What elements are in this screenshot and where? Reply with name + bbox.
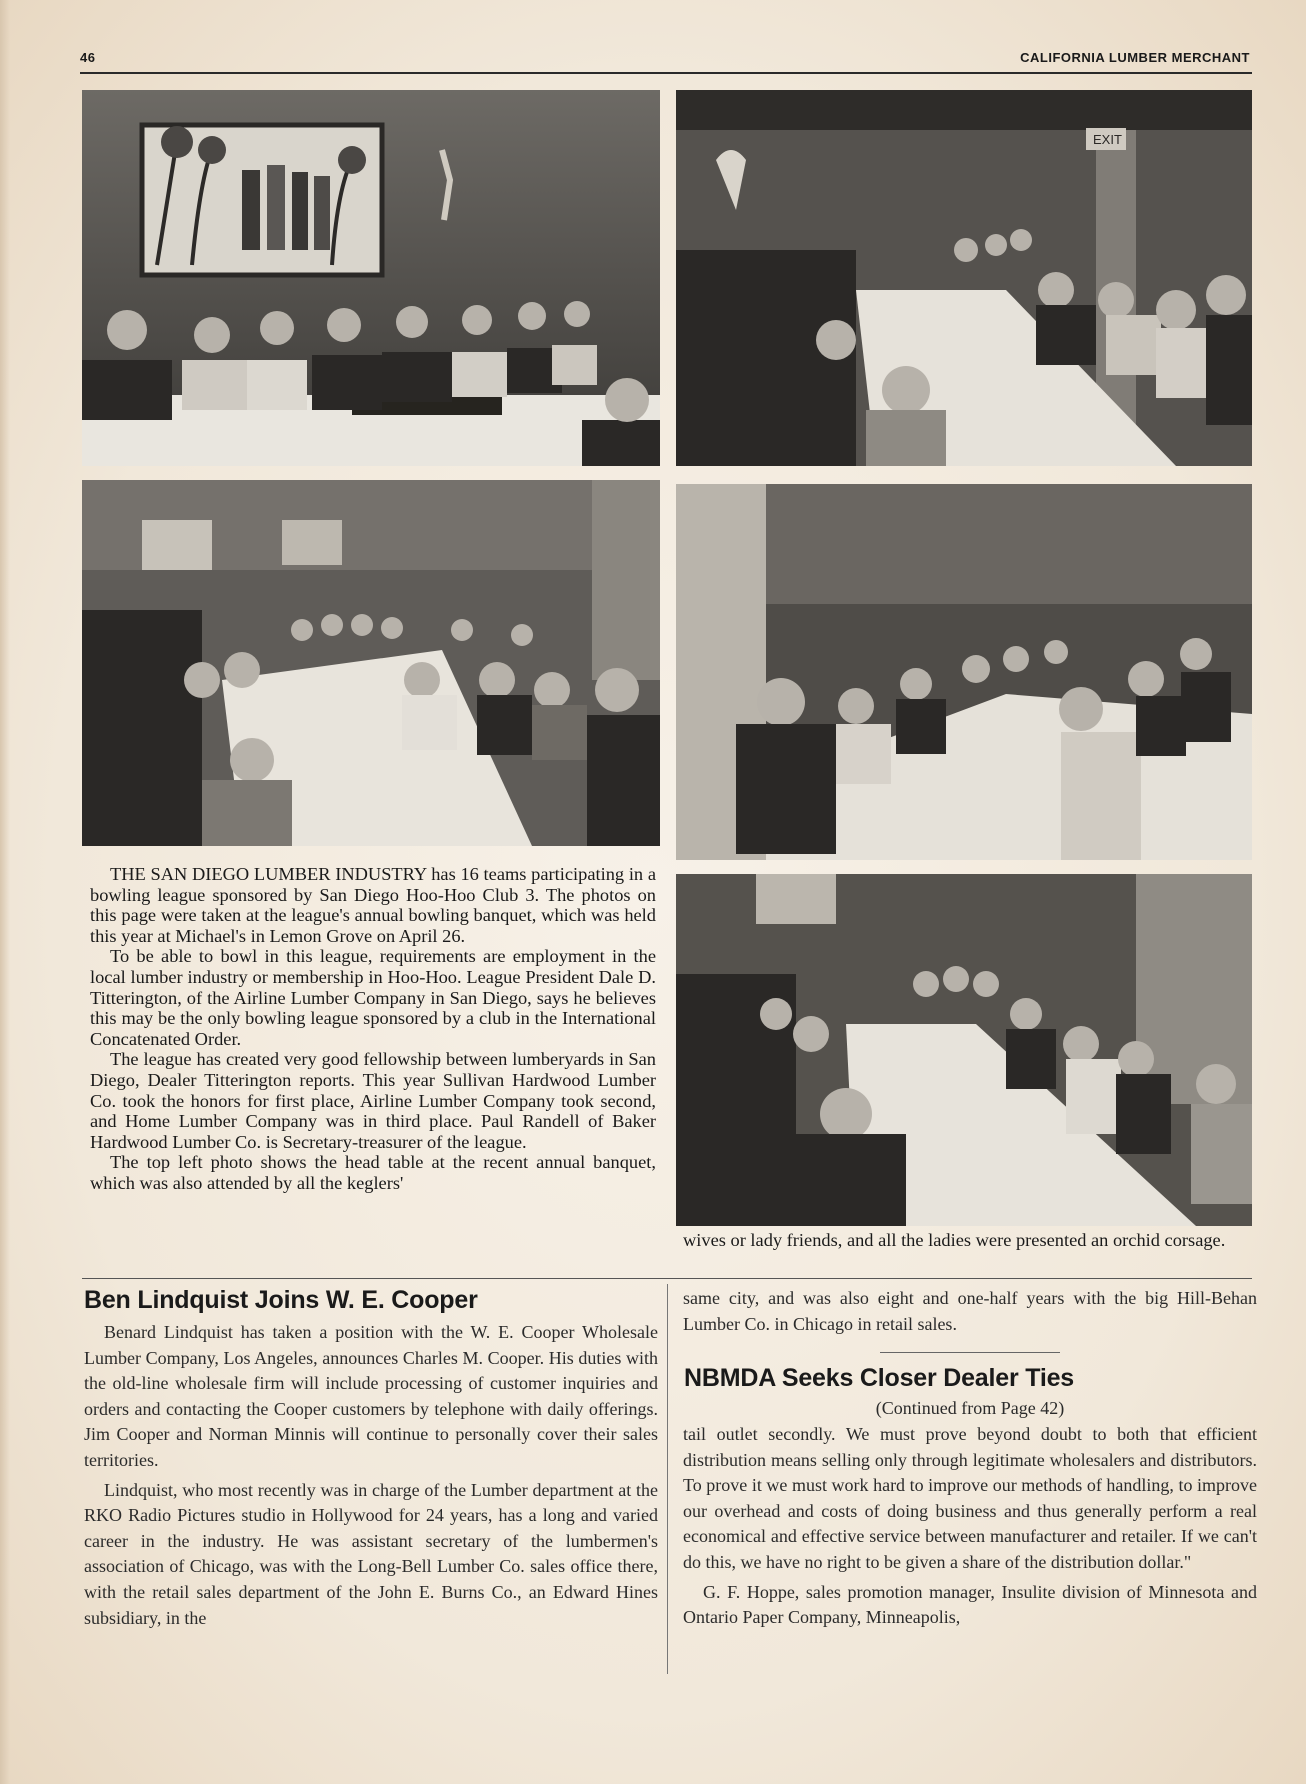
- photo-banquet-table-bottom: [676, 874, 1252, 1226]
- article-body-lindquist: [84, 1320, 658, 1631]
- article-body-nbmda: [683, 1422, 1257, 1631]
- publication-name: CALIFORNIA LUMBER MERCHANT: [1020, 50, 1250, 65]
- article-paragraph: G. F. Hoppe, sales promotion manager, Insulite division of Minnesota and Ontario Paper Company, Minneapolis,: [683, 1581, 1257, 1628]
- article-paragraph: same city, and was also eight and one-half years with the big Hill-Behan Lumber Co. in Chicago in retail sales.: [683, 1288, 1257, 1334]
- photo-banquet-table-right: [676, 484, 1252, 860]
- article-paragraph: tail outlet secondly. We must prove beyond doubt to both that efficient distribution means selling only through legitimate wholesalers and distributors. To prove it we must work hard to improve our methods of handling, to improve our overhead and costs of doing business and thus generally perform a real economical and effective service between manufacturer and retailer. If we can't do this, we have no right to be given a share of the distribution dollar.": [683, 1424, 1257, 1572]
- article-paragraph: Lindquist, who most recently was in charge of the Lumber department at the RKO Radio Pictures studio in Hollywood for 24 years, has a long and varied career in the industry. He was assistant secretary of the lumbermen's association of Chicago, was with the Long-Bell Lumber Co. sales office there, with the retail sales department of the John E. Burns Co., an Edward Hines subsidiary, in the: [84, 1479, 658, 1628]
- article-paragraph: Benard Lindquist has taken a position with the W. E. Cooper Wholesale Lumber Company, Los Angeles, announces Charles M. Cooper. His duties with the old-line wholesale firm will include processing of customer inquiries and orders and contacting the Cooper customers by telephone with daily offerings. Jim Cooper and Norman Minnis will continue to personally cover their sales territories.: [84, 1322, 658, 1470]
- caption-paragraph: The league has created very good fellowship between lumberyards in San Diego, Dealer Titterington reports. This year Sullivan Hardwood Lumber Co. took the honors for first place, Airline Lumber Company took second, and Home Lumber Company was in third place. Paul Randell of Baker Hardwood Lumber Co. is Secretary-treasurer of the league.: [90, 1049, 656, 1152]
- column-divider: [667, 1284, 668, 1674]
- page-header: [80, 48, 1250, 70]
- photo-caption: [90, 864, 656, 1194]
- continued-from-note: (Continued from Page 42): [875, 1398, 1065, 1418]
- article-headline-nbmda: NBMDA Seeks Closer Dealer Ties: [684, 1364, 1075, 1392]
- photo-caption-continued: [683, 1230, 1257, 1251]
- page-edge-shadow: [0, 0, 10, 1784]
- caption-paragraph: The top left photo shows the head table at the recent annual banquet, which was also attended by all the keglers': [90, 1152, 656, 1193]
- exit-sign: EXIT: [1093, 132, 1122, 147]
- photo-long-table-right: [676, 90, 1252, 466]
- caption-continuation: wives or lady friends, and all the ladies were presented an orchid corsage.: [683, 1230, 1226, 1250]
- photo-head-table: [82, 90, 660, 466]
- article-separator: [880, 1352, 1060, 1353]
- photo-banquet-crowd-left: [82, 480, 660, 846]
- article-headline-lindquist: Ben Lindquist Joins W. E. Cooper: [84, 1286, 478, 1314]
- page-number: 46: [80, 50, 96, 65]
- caption-paragraph: THE SAN DIEGO LUMBER INDUSTRY has 16 teams participating in a bowling league sponsored by San Diego Hoo-Hoo Club 3. The photos on this page were taken at the league's annual bowling banquet, which was held this year at Michael's in Lemon Grove on April 26.: [90, 864, 656, 946]
- caption-paragraph: To be able to bowl in this league, requirements are employment in the local lumber industry or membership in Hoo-Hoo. League President Dale D. Titterington, of the Airline Lumber Company in San Diego, says he believes this may be the only bowling league sponsored by a club in the International Concatenated Order.: [90, 946, 656, 1049]
- section-divider: [82, 1278, 1252, 1279]
- header-rule: [80, 72, 1252, 74]
- article-continuation-lindquist: [683, 1286, 1257, 1337]
